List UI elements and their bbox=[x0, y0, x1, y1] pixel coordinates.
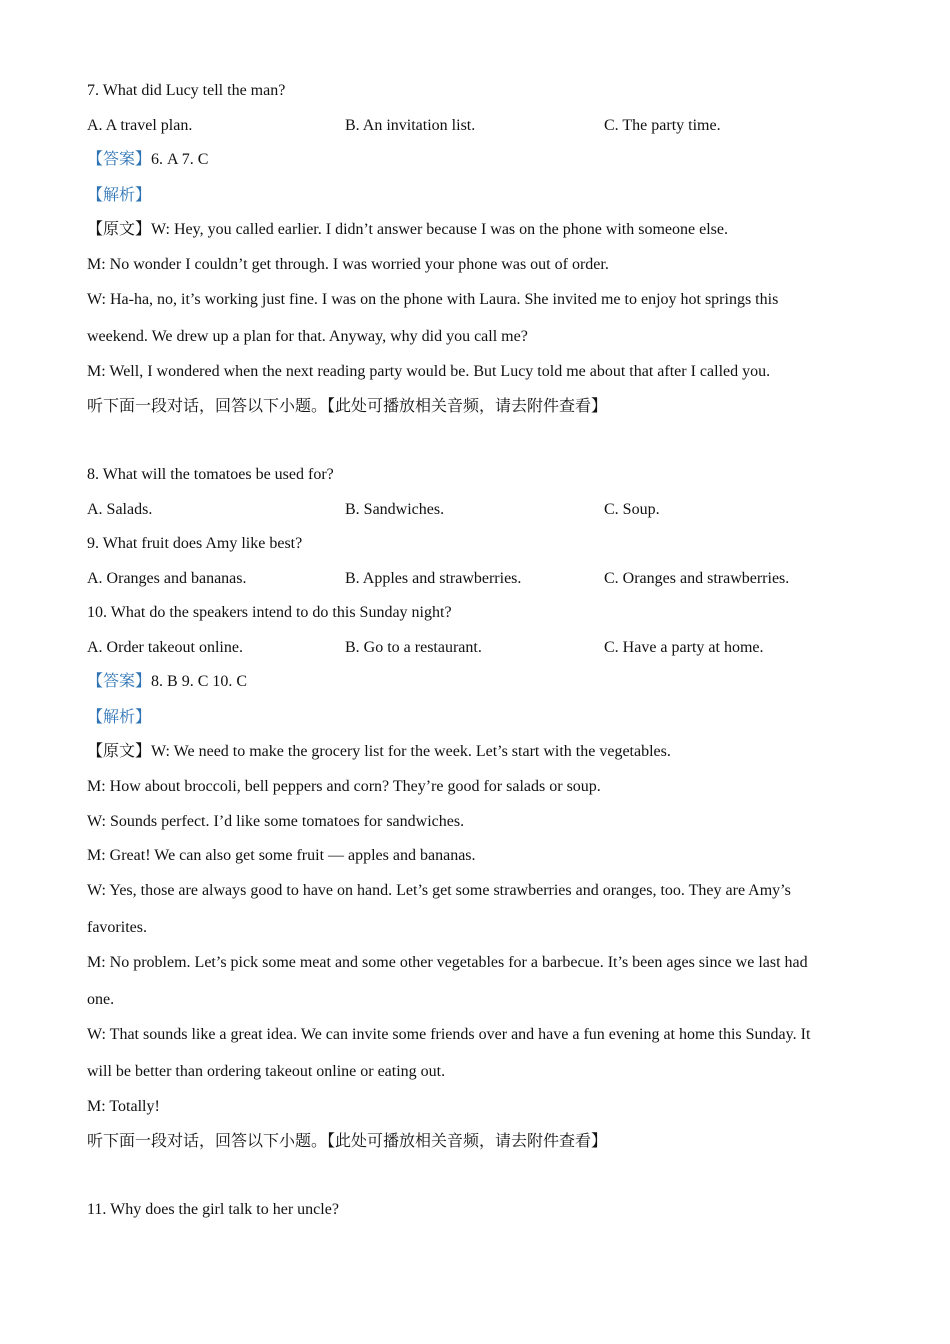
question-7: 7. What did Lucy tell the man? bbox=[87, 82, 286, 99]
question-11: 11. Why does the girl talk to her uncle? bbox=[87, 1201, 339, 1218]
option-a: A. Oranges and bananas. bbox=[87, 570, 247, 587]
transcript-line: W: Yes, those are always good to have on hand. Let’s get some strawberries and oranges, too. They are Amy’s bbox=[87, 882, 791, 899]
transcript-line: W: That sounds like a great idea. We can invite some friends over and have a fun evening at home this Sunday. It bbox=[87, 1026, 811, 1043]
transcript-line: M: Well, I wondered when the next reading party would be. But Lucy told me about that after I called you. bbox=[87, 363, 771, 380]
option-b: B. Go to a restaurant. bbox=[345, 639, 482, 656]
answer-line bbox=[87, 150, 208, 170]
answer-text: 8. B 9. C 10. C bbox=[151, 673, 248, 690]
transcript-line: 【原文】W: We need to make the grocery list for the week. Let’s start with the vegetables. bbox=[87, 743, 671, 760]
option-c: C. The party time. bbox=[604, 117, 721, 134]
question-9: 9. What fruit does Amy like best? bbox=[87, 535, 303, 552]
option-a: A. A travel plan. bbox=[87, 117, 193, 134]
transcript-line: M: No problem. Let’s pick some meat and some other vegetables for a barbecue. It’s been ages since we last had bbox=[87, 954, 808, 971]
question-8: 8. What will the tomatoes be used for? bbox=[87, 466, 334, 483]
transcript-line: W: Ha-ha, no, it’s working just fine. I was on the phone with Laura. She invited me to enjoy hot springs this bbox=[87, 291, 779, 308]
option-b: B. Apples and strawberries. bbox=[345, 570, 522, 587]
answer-tag: 【答案】 bbox=[87, 673, 152, 690]
transcript-line: M: Totally! bbox=[87, 1098, 160, 1115]
option-c: C. Have a party at home. bbox=[604, 639, 764, 656]
listening-instruction: 听下面一段对话，回答以下小题。【此处可播放相关音频，请去附件查看】 bbox=[87, 398, 608, 415]
option-c: C. Oranges and strawberries. bbox=[604, 570, 790, 587]
listening-instruction: 听下面一段对话，回答以下小题。【此处可播放相关音频，请去附件查看】 bbox=[87, 1133, 608, 1150]
transcript-line: 【原文】W: Hey, you called earlier. I didn’t answer because I was on the phone with someone else. bbox=[87, 221, 728, 238]
transcript-line: M: How about broccoli, bell peppers and corn? They’re good for salads or soup. bbox=[87, 778, 601, 795]
answer-line bbox=[87, 672, 247, 692]
analysis-tag: 【解析】 bbox=[87, 187, 152, 204]
analysis-tag: 【解析】 bbox=[87, 709, 152, 726]
transcript-line: favorites. bbox=[87, 919, 147, 936]
option-b: B. Sandwiches. bbox=[345, 501, 445, 518]
option-a: A. Order takeout online. bbox=[87, 639, 243, 656]
transcript-line: one. bbox=[87, 991, 115, 1008]
transcript-line: weekend. We drew up a plan for that. Anyway, why did you call me? bbox=[87, 328, 528, 345]
transcript-line: W: Sounds perfect. I’d like some tomatoes for sandwiches. bbox=[87, 813, 465, 830]
question-10: 10. What do the speakers intend to do this Sunday night? bbox=[87, 604, 452, 621]
option-b: B. An invitation list. bbox=[345, 117, 476, 134]
answer-text: 6. A 7. C bbox=[151, 151, 209, 168]
answer-tag: 【答案】 bbox=[87, 151, 152, 168]
transcript-line: M: Great! We can also get some fruit — apples and bananas. bbox=[87, 847, 476, 864]
transcript-line: M: No wonder I couldn’t get through. I was worried your phone was out of order. bbox=[87, 256, 609, 273]
option-c: C. Soup. bbox=[604, 501, 660, 518]
option-a: A. Salads. bbox=[87, 501, 153, 518]
transcript-line: will be better than ordering takeout online or eating out. bbox=[87, 1063, 446, 1080]
